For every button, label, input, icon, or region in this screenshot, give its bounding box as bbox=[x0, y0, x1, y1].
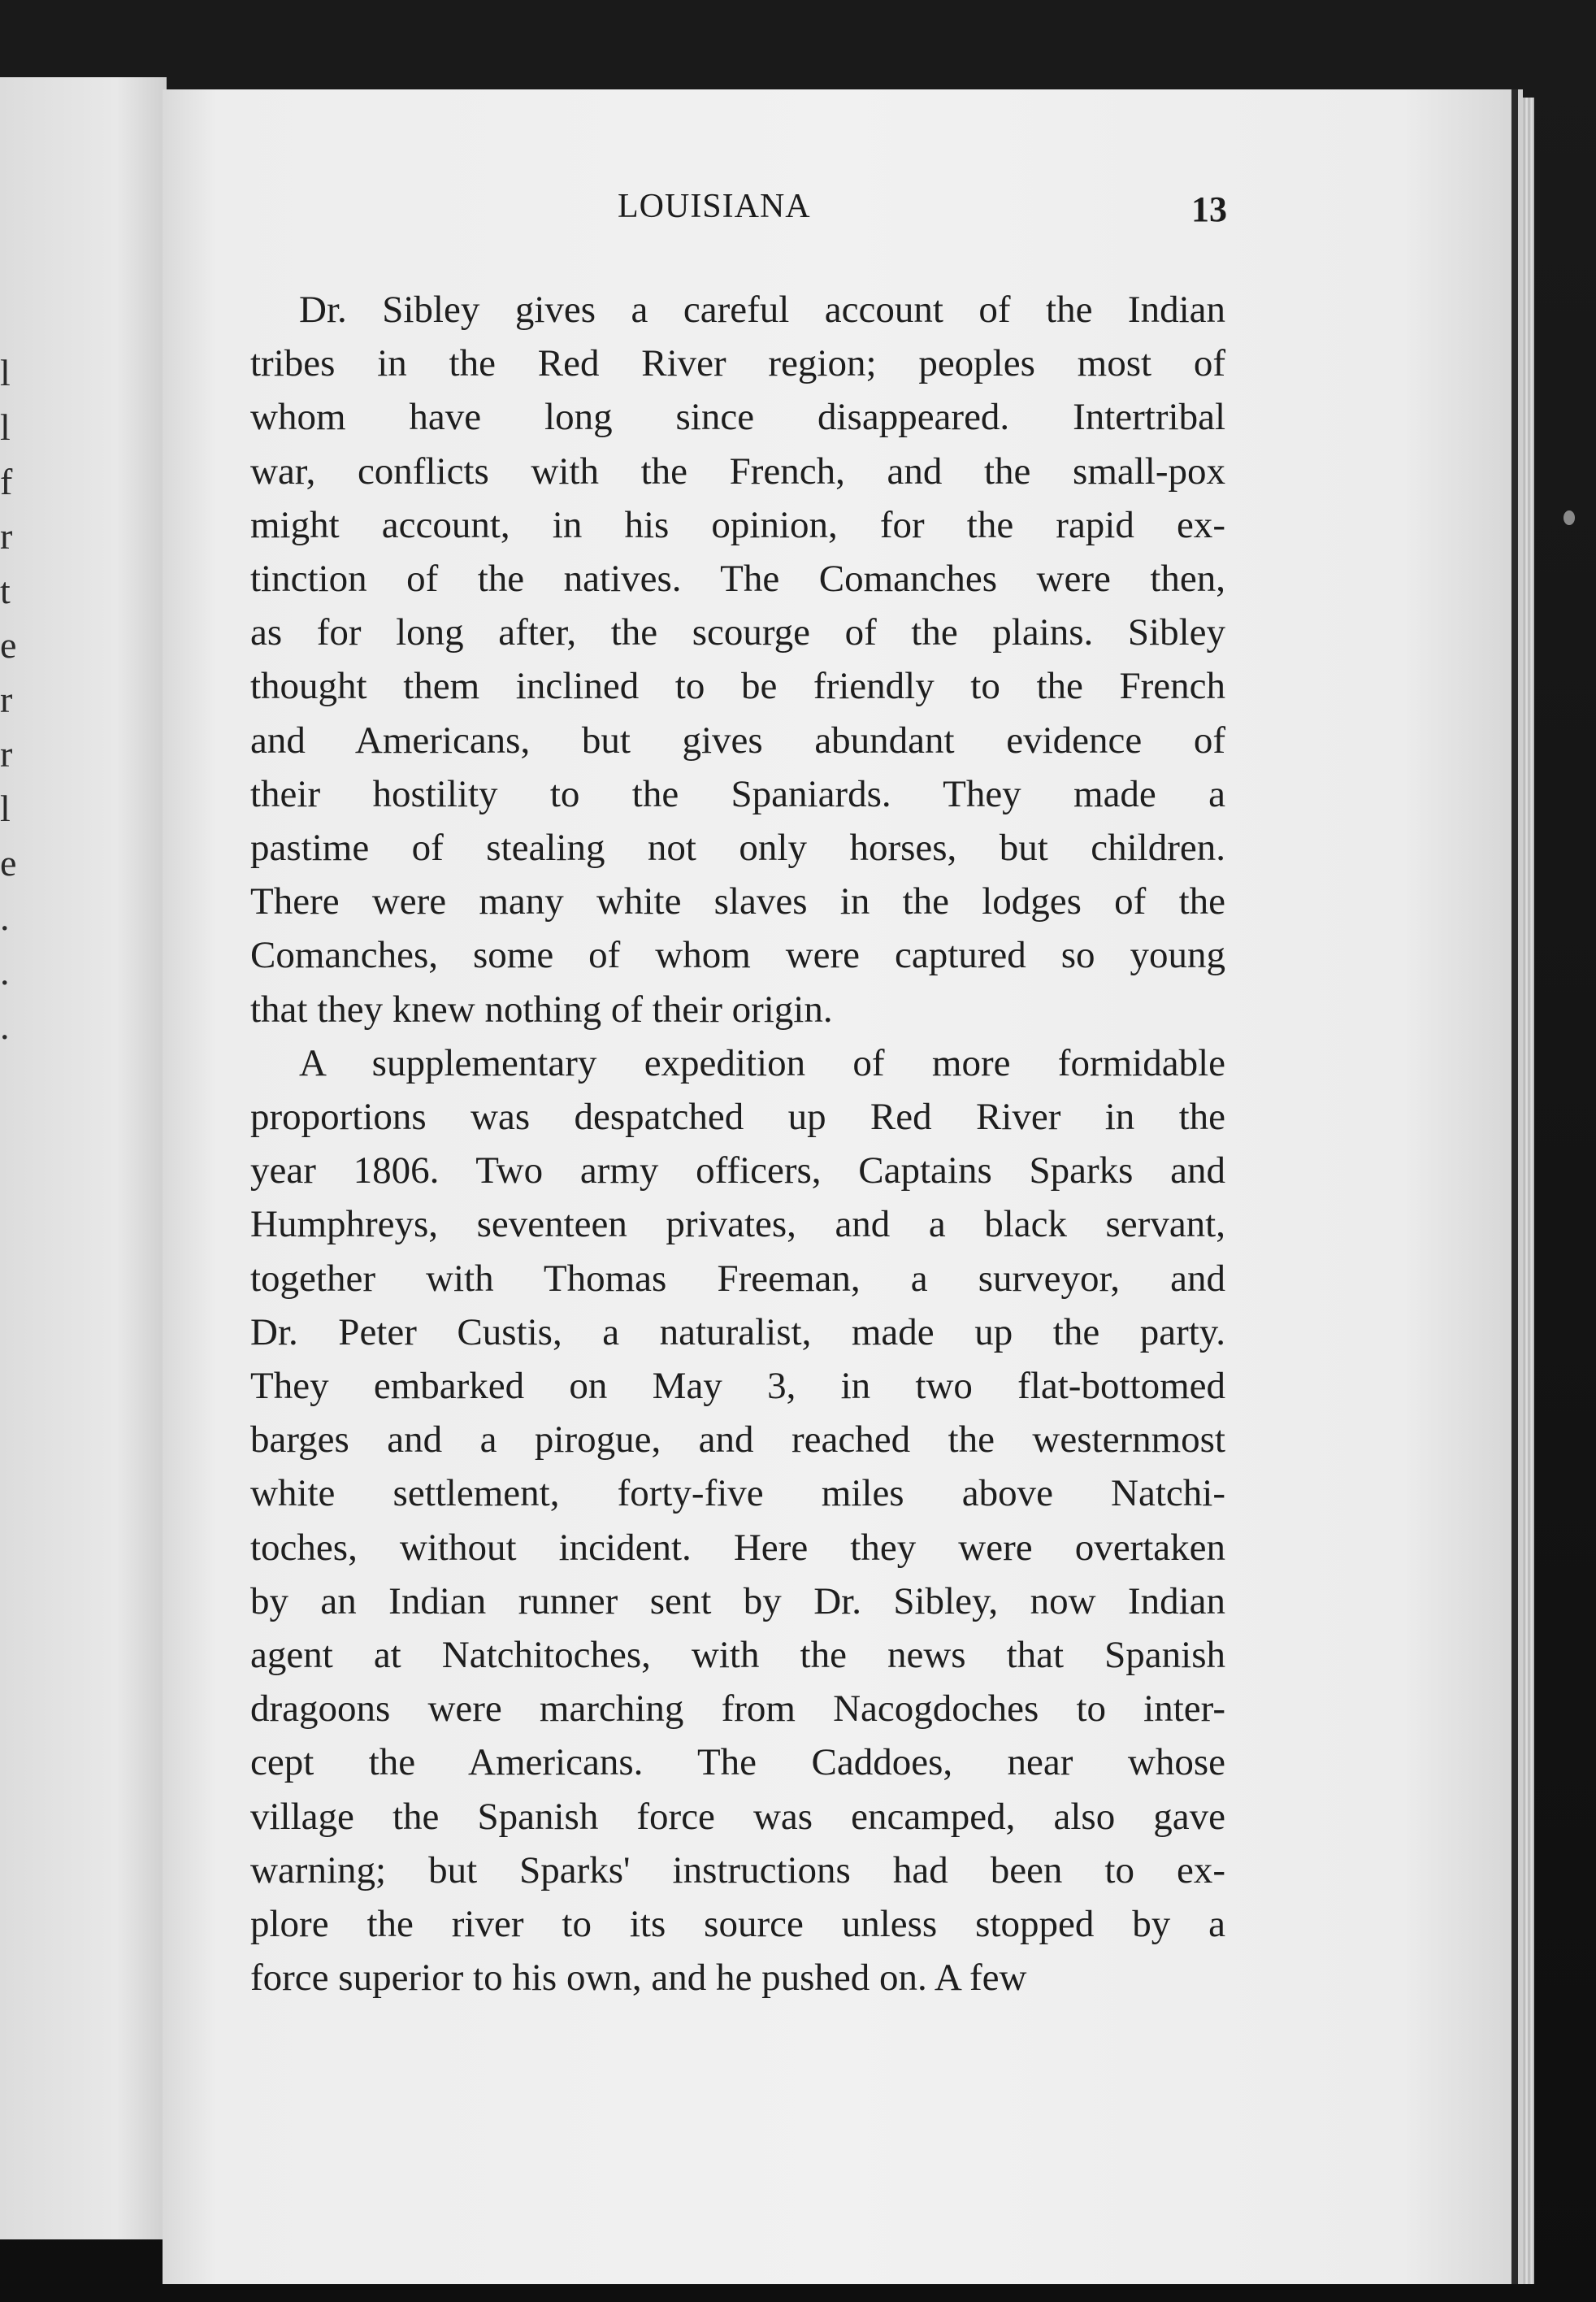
left-page-fragment: r bbox=[0, 679, 13, 720]
text-line: together with Thomas Freeman, a surveyor, and bbox=[250, 1257, 1225, 1300]
text-line: village the Spanish force was encamped, also gave bbox=[250, 1795, 1225, 1838]
text-line: tribes in the Red River region; peoples most of bbox=[250, 342, 1225, 385]
paragraph-1 bbox=[250, 283, 1225, 1036]
text-line: barges and a pirogue, and reached the westernmost bbox=[250, 1418, 1225, 1462]
left-page-fragment: . bbox=[0, 951, 10, 992]
left-page-fragment: e bbox=[0, 842, 17, 884]
left-page-fragment: e bbox=[0, 624, 17, 666]
text-line: plore the river to its source unless stopped by a bbox=[250, 1903, 1225, 1946]
left-page-fragment: l bbox=[0, 406, 11, 448]
body-text bbox=[250, 283, 1225, 2005]
left-page-fragment: . bbox=[0, 897, 10, 938]
book-page bbox=[163, 89, 1511, 2284]
text-line: might account, in his opinion, for the rapid ex- bbox=[250, 503, 1225, 546]
left-page-fragment: l bbox=[0, 352, 11, 393]
text-line: year 1806. Two army officers, Captains Sparks and bbox=[250, 1149, 1225, 1192]
text-line: toches, without incident. Here they were overtaken bbox=[250, 1526, 1225, 1569]
left-page-edge bbox=[0, 77, 167, 2239]
text-line: force superior to his own, and he pushed on. A few bbox=[250, 1957, 1027, 2000]
text-line: pastime of stealing not only horses, but children. bbox=[250, 827, 1225, 870]
text-line: Comanches, some of whom were captured so young bbox=[250, 934, 1225, 977]
running-head: LOUISIANA bbox=[618, 188, 811, 225]
text-line: that they knew nothing of their origin. bbox=[250, 988, 833, 1031]
text-line: They embarked on May 3, in two flat-bottomed bbox=[250, 1365, 1225, 1408]
text-line: their hostility to the Spaniards. They made a bbox=[250, 772, 1225, 815]
text-line: Humphreys, seventeen privates, and a black servant, bbox=[250, 1203, 1225, 1246]
text-line: Dr. Peter Custis, a naturalist, made up the party. bbox=[250, 1310, 1225, 1353]
text-line: cept the Americans. The Caddoes, near whose bbox=[250, 1741, 1225, 1784]
text-line: tinction of the natives. The Comanches were then, bbox=[250, 558, 1225, 601]
text-line: as for long after, the scourge of the plains. Sibley bbox=[250, 611, 1225, 654]
text-line: thought them inclined to be friendly to the French bbox=[250, 665, 1225, 708]
text-line: whom have long since disappeared. Intertribal bbox=[250, 396, 1225, 439]
page-number: 13 bbox=[1191, 189, 1227, 229]
left-page-fragment: . bbox=[0, 1005, 10, 1047]
text-line: Dr. Sibley gives a careful account of the Indian bbox=[299, 289, 1225, 331]
left-page-fragment: r bbox=[0, 515, 13, 557]
left-page-fragment: r bbox=[0, 733, 13, 775]
left-page-fragment: f bbox=[0, 461, 13, 502]
text-line: There were many white slaves in the lodges of the bbox=[250, 880, 1225, 923]
text-line: and Americans, but gives abundant evidence of bbox=[250, 719, 1225, 762]
text-line: proportions was despatched up Red River in the bbox=[250, 1096, 1225, 1139]
text-line: A supplementary expedition of more formidable bbox=[299, 1041, 1225, 1084]
paragraph-2 bbox=[250, 1036, 1225, 2005]
text-line: white settlement, forty-five miles above Natchi- bbox=[250, 1472, 1225, 1515]
text-line: agent at Natchitoches, with the news that Spanish bbox=[250, 1634, 1225, 1677]
left-page-text-fragments bbox=[0, 345, 24, 1053]
text-line: by an Indian runner sent by Dr. Sibley, now Indian bbox=[250, 1579, 1225, 1622]
text-line: dragoons were marching from Nacogdoches to inter- bbox=[250, 1687, 1225, 1731]
text-line: warning; but Sparks' instructions had been to ex- bbox=[250, 1848, 1225, 1892]
page-stack-edge bbox=[1510, 98, 1534, 2284]
left-page-fragment: l bbox=[0, 788, 11, 829]
left-page-fragment: t bbox=[0, 570, 11, 611]
text-line: war, conflicts with the French, and the small-pox bbox=[250, 450, 1225, 493]
scan-speck bbox=[1563, 510, 1575, 525]
